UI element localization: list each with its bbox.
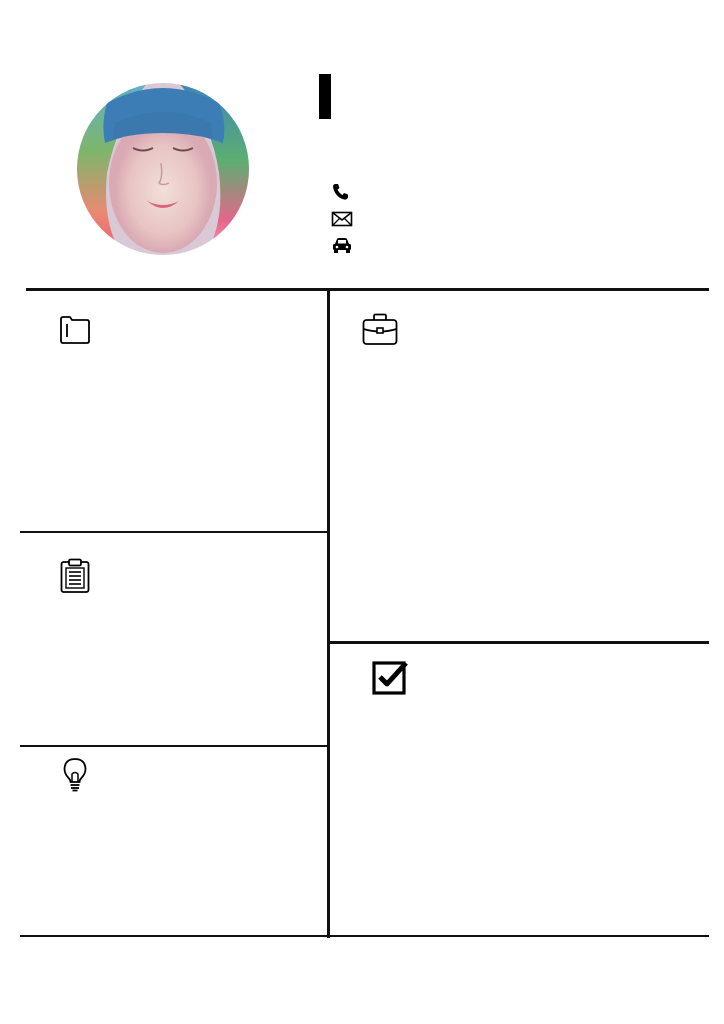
left-divider-1 bbox=[20, 531, 329, 533]
name-placeholder-bar bbox=[319, 74, 331, 119]
column-divider bbox=[327, 290, 330, 938]
checkbox-icon bbox=[371, 658, 409, 696]
right-divider bbox=[329, 641, 709, 644]
lightbulb-icon bbox=[62, 757, 88, 793]
folder-icon bbox=[59, 315, 91, 345]
top-divider bbox=[26, 288, 709, 291]
phone-icon bbox=[331, 183, 353, 201]
avatar bbox=[77, 83, 249, 255]
bottom-divider bbox=[20, 935, 709, 937]
profile-photo bbox=[77, 83, 249, 255]
briefcase-icon bbox=[362, 313, 398, 347]
clipboard-icon bbox=[60, 558, 90, 594]
car-icon bbox=[331, 236, 353, 254]
envelope-icon bbox=[331, 210, 353, 228]
left-divider-2 bbox=[20, 745, 329, 747]
